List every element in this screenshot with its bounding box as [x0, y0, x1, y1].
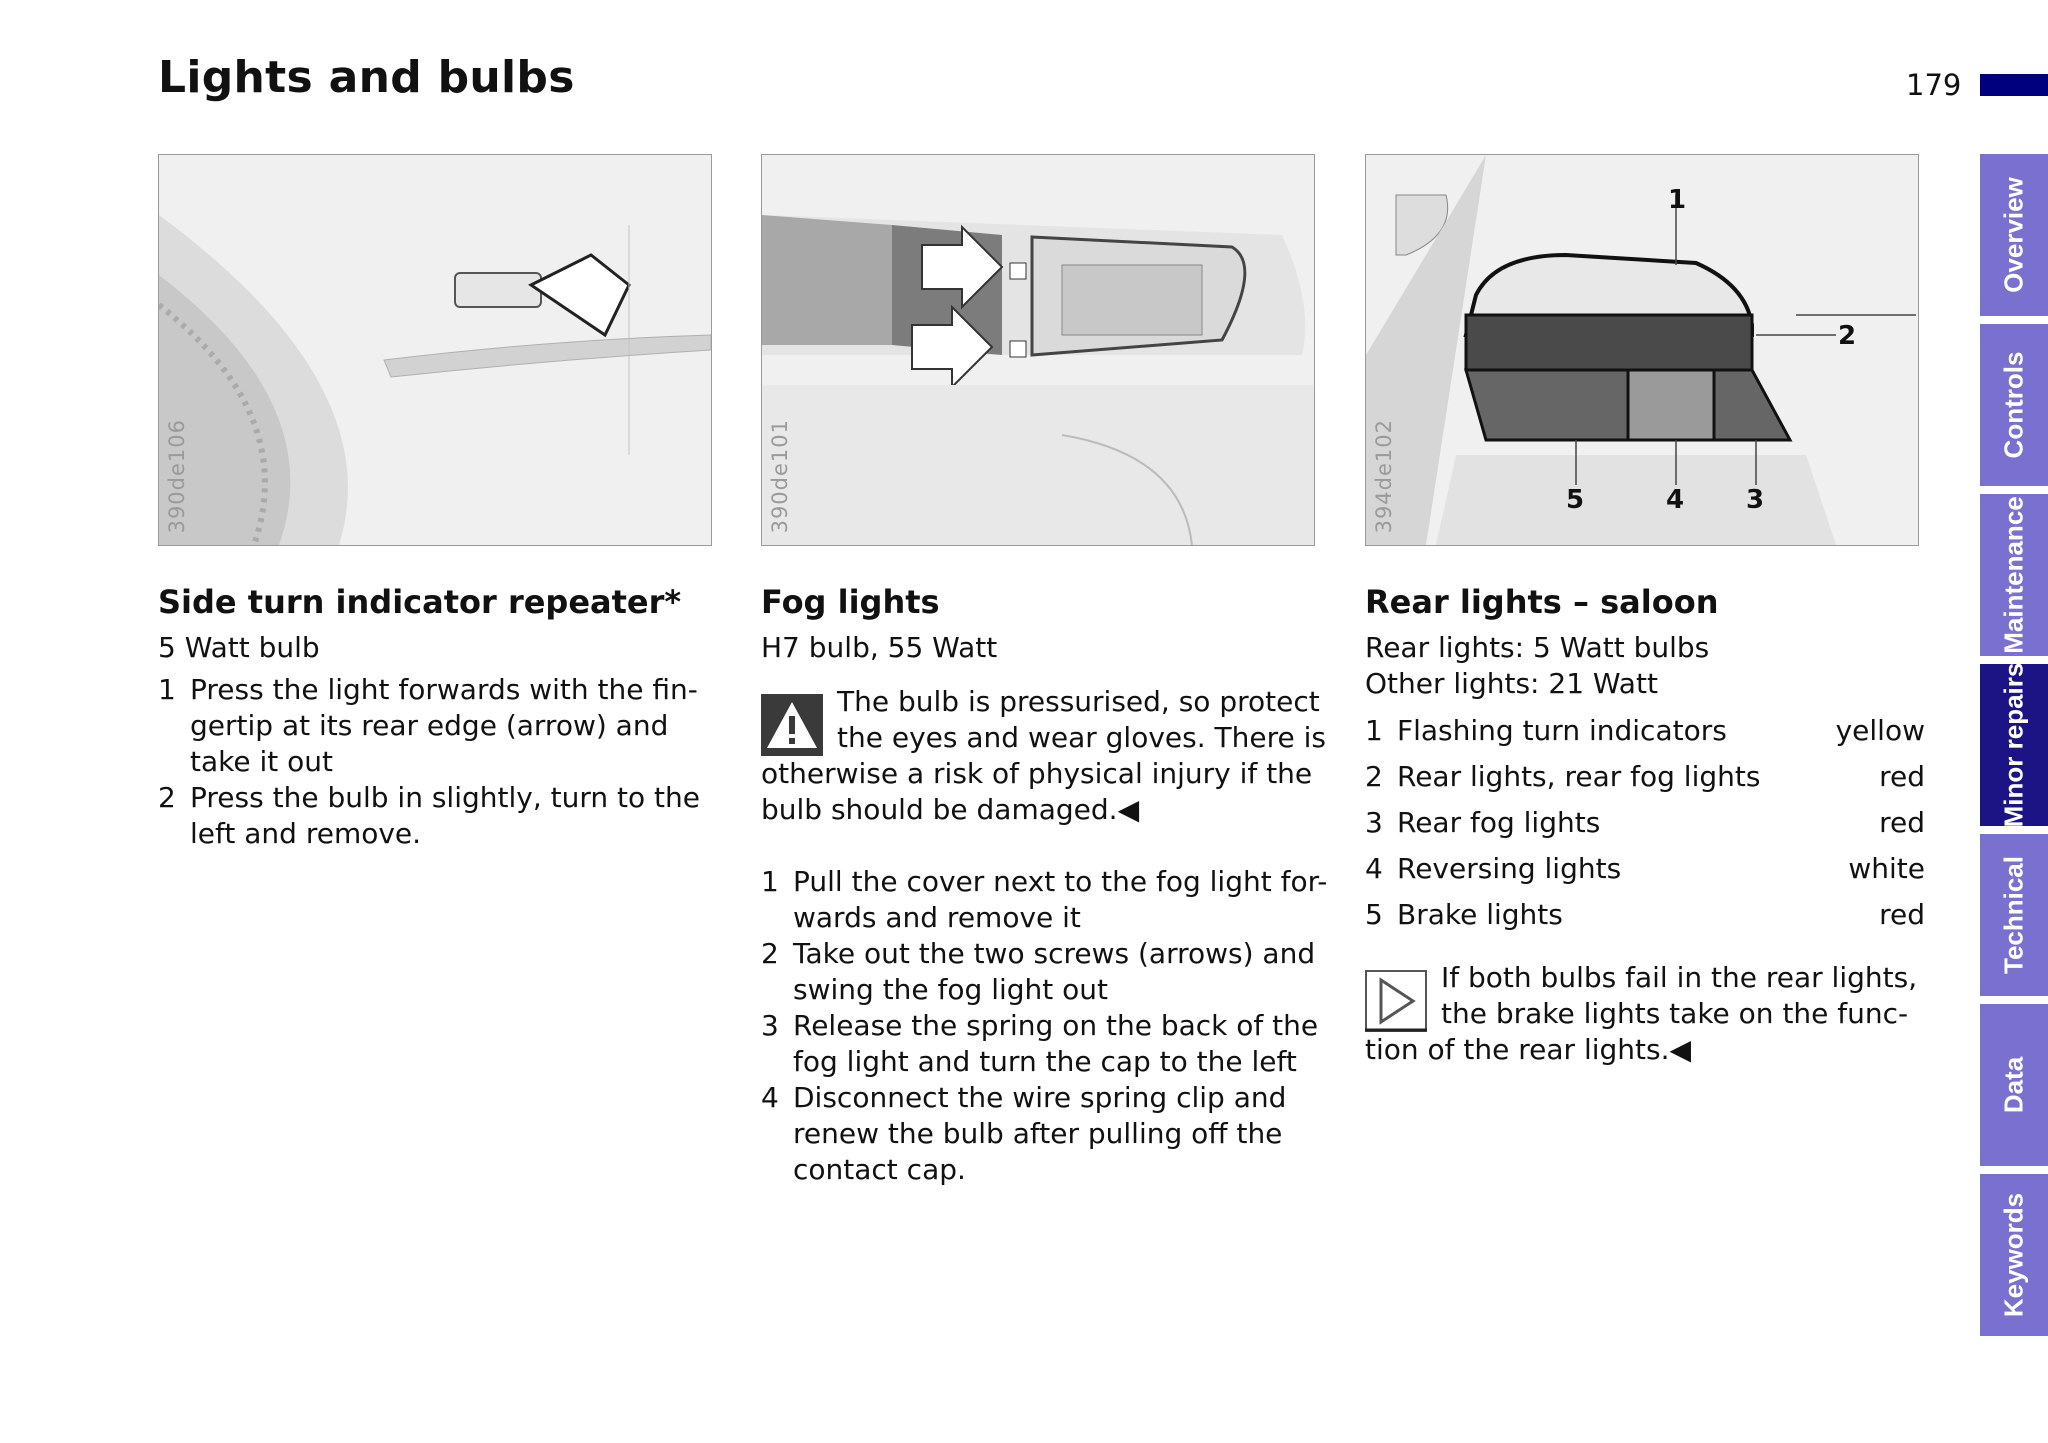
section-line: Other lights: 21 Watt: [1365, 667, 1658, 700]
fog-light-illustration: [762, 155, 1314, 545]
list-item: 2 Press the bulb in slightly, turn to the left and remove.: [158, 781, 700, 850]
list-item: 1 Press the light forwards with the fin-gertip at its rear edge (arrow) and take it out: [158, 673, 698, 778]
tab-controls[interactable]: Controls: [1980, 324, 2048, 486]
figure-rear-lights: [1365, 154, 1919, 546]
callout-5: 5: [1566, 485, 1585, 515]
warning-box: [761, 684, 1341, 828]
list-item: 3 Release the spring on the back of the fog light and turn the cap to the left: [761, 1009, 1319, 1078]
page-marker-bar: [1980, 74, 2048, 96]
section-subtitle: H7 bulb, 55 Watt: [761, 631, 998, 664]
tab-maintenance[interactable]: Maintenance: [1980, 494, 2048, 656]
steps-list: [761, 864, 1341, 1188]
tab-minor-repairs[interactable]: Minor repairs: [1980, 664, 2048, 826]
rear-lights-illustration: [1366, 155, 1918, 545]
list-item: 2 Take out the two screws (arrows) and swing the fog light out: [761, 937, 1316, 1006]
bulb-color: red: [1879, 760, 1925, 793]
tab-overview[interactable]: Overview: [1980, 154, 2048, 316]
table-row: 2 Rear lights, rear fog lights red: [1365, 760, 1925, 793]
figure-code: 390de106: [165, 418, 189, 533]
bulb-color: yellow: [1835, 714, 1925, 747]
list-item: 4 Disconnect the wire spring clip and renew the bulb after pulling off the contact cap.: [761, 1081, 1287, 1186]
section-rear-lights: [1365, 580, 1935, 1068]
section-heading: Side turn indicator repeater*: [158, 583, 682, 621]
table-row: 3 Rear fog lights red: [1365, 806, 1925, 839]
callout-3: 3: [1746, 485, 1765, 515]
figure-code: 390de101: [768, 418, 792, 533]
bulb-color: red: [1879, 898, 1925, 931]
page-title: Lights and bulbs: [158, 52, 575, 103]
table-row: 4 Reversing lights white: [1365, 852, 1925, 885]
callout-1: 1: [1668, 185, 1687, 215]
section-heading: Rear lights – saloon: [1365, 583, 1719, 621]
figure-code: 394de102: [1372, 418, 1396, 533]
note-text: If both bulbs fail in the rear lights, the brake lights take on the func-tion of the rear lights.◀: [1365, 961, 1918, 1066]
steps-list: [158, 672, 728, 852]
warning-triangle-icon: [761, 694, 823, 756]
note-box: [1365, 960, 1935, 1068]
table-row: 1 Flashing turn indicators yellow: [1365, 714, 1925, 747]
warning-text: The bulb is pressurised, so protect the eyes and wear gloves. There is otherwise a risk of physical injury if the bulb should be damaged.◀: [761, 685, 1326, 826]
section-side-indicator: [158, 580, 728, 852]
section-heading: Fog lights: [761, 583, 940, 621]
tab-keywords[interactable]: Keywords: [1980, 1174, 2048, 1336]
section-subtitle: 5 Watt bulb: [158, 631, 320, 664]
bulb-color: red: [1879, 806, 1925, 839]
list-item: 1 Pull the cover next to the fog light for-wards and remove it: [761, 865, 1328, 934]
note-arrow-icon: [1365, 970, 1427, 1032]
figure-side-indicator: [158, 154, 712, 546]
section-line: Rear lights: 5 Watt bulbs: [1365, 631, 1710, 664]
callout-2: 2: [1838, 321, 1857, 351]
side-indicator-illustration: [159, 155, 711, 545]
figure-fog-light: [761, 154, 1315, 546]
bulb-table: [1365, 708, 1925, 938]
table-row: 5 Brake lights red: [1365, 898, 1925, 931]
tab-data[interactable]: Data: [1980, 1004, 2048, 1166]
bulb-color: white: [1848, 852, 1925, 885]
tab-technical[interactable]: Technical: [1980, 834, 2048, 996]
page-number: 179: [1906, 68, 1962, 102]
section-fog-lights: [761, 580, 1341, 1188]
callout-4: 4: [1666, 485, 1685, 515]
